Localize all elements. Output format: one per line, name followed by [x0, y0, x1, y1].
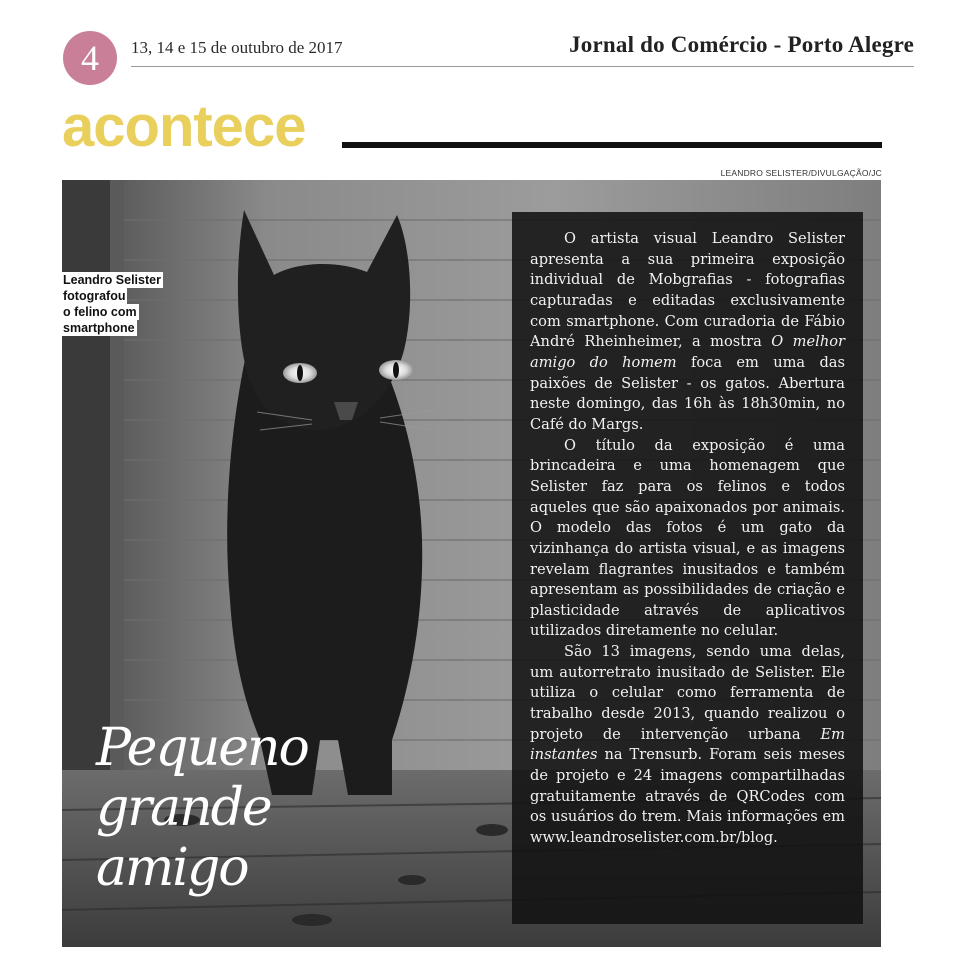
article-paragraph: O título da exposição é uma brincadeira e uma homenagem que Selister faz para os felinos e todos aqueles que são apaixonados por animais. O modelo das fotos é um gato da vizinhança do artista visual, e as imagens revelam flagrantes inusitados e também apresentam as possibilidades de criação e plasticidade através de aplicativos utilizados diretamente no celular.	[530, 436, 845, 640]
caption-line: fotografou	[63, 289, 126, 303]
article-body	[530, 229, 845, 849]
article-text: na Trensurb. Foram seis meses de projeto e 24 imagens compartilhadas gratuitamente através de QRCodes com os usuários do trem. Mais informações em www.leandroselister.com.br/blog.	[530, 746, 845, 847]
exhibition-title: O melhor amigo do homem	[530, 333, 845, 371]
article-text: foca em uma das paixões de Selister - os gatos. Abertura neste domingo, das 16h às 18h30min, no Café do Margs.	[530, 353, 845, 433]
article-paragraph	[530, 642, 845, 849]
article-text: São 13 imagens, sendo uma delas, um autorretrato inusitado de Selister. Ele utiliza o celular como ferramenta de trabalho desde 2013, quando realizou o projeto de intervenção urbana	[530, 643, 845, 743]
section-title: acontece	[62, 94, 306, 159]
headline-line: grande	[96, 778, 271, 838]
caption-line: o felino com	[63, 305, 137, 319]
issue-date: 13, 14 e 15 de outubro de 2017	[131, 38, 343, 57]
article-paragraph	[530, 229, 845, 436]
page-number-badge	[63, 31, 117, 85]
article-text: O artista visual Leandro Selister apresenta a sua primeira exposição individual de Mobgrafias - fotografias capturadas e editadas exclusivamente com smartphone. Com curadoria de Fábio André Rheinheimer, a mostra	[530, 230, 845, 351]
caption-line: smartphone	[63, 321, 135, 335]
header-divider	[131, 66, 914, 67]
headline-line: Pequeno	[96, 718, 308, 778]
headline-line: amigo	[96, 838, 248, 898]
newspaper-name: Jornal do Comércio - Porto Alegre	[569, 32, 914, 57]
project-title: Em instantes	[530, 725, 845, 764]
section-divider	[342, 142, 882, 148]
caption-line: Leandro Selister	[63, 273, 161, 287]
photo-caption	[62, 272, 163, 336]
headline	[96, 718, 308, 898]
photo-credit: LEANDRO SELISTER/DIVULGAÇÃO/JC	[720, 168, 882, 178]
page-number: 4	[81, 38, 99, 78]
